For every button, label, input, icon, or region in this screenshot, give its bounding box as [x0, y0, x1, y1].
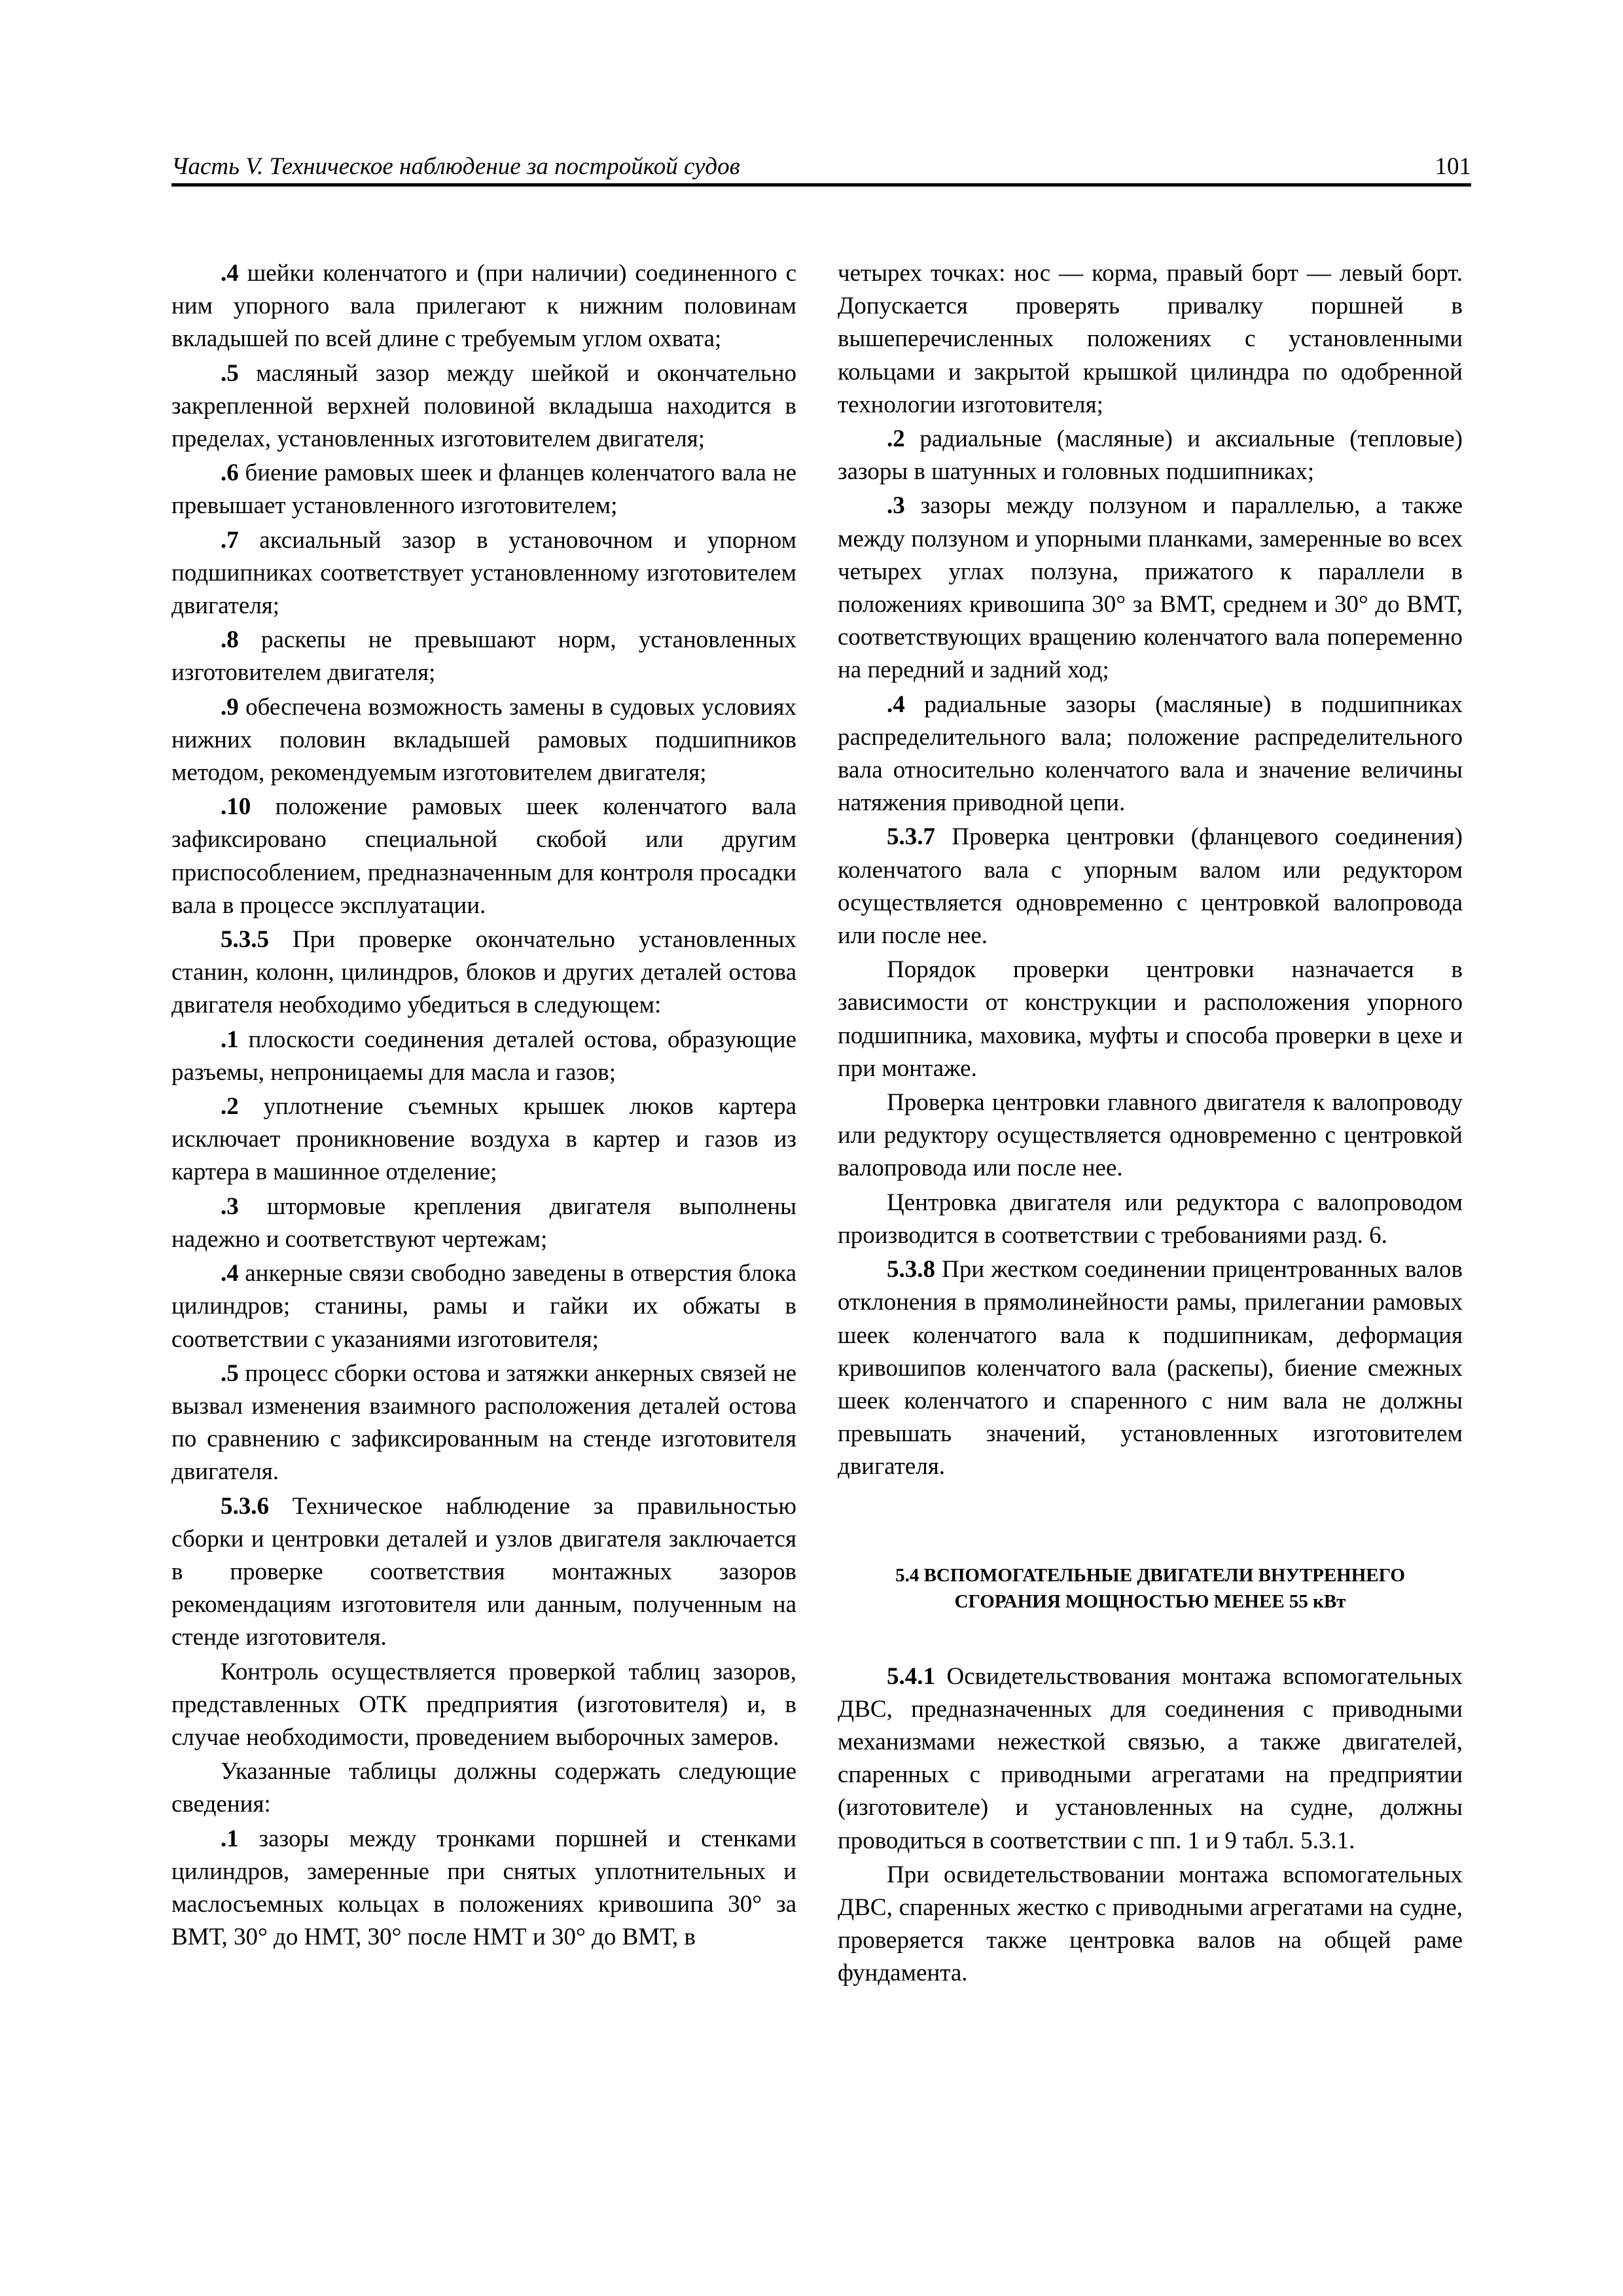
paragraph-text: штормовые крепления двигателя выполнены надежно и соответствуют чертежам; [171, 1193, 796, 1253]
paragraph [838, 954, 1463, 1085]
item-number: .2 [221, 1093, 239, 1121]
item-number: .8 [221, 626, 239, 654]
item-number: 5.3.6 [221, 1492, 269, 1520]
paragraph [171, 1257, 796, 1356]
item-number: 5.4.1 [887, 1662, 935, 1690]
paragraph [171, 1191, 796, 1256]
item-number: .7 [221, 526, 239, 554]
paragraph [171, 1656, 796, 1755]
paragraph-text: Контроль осуществляется проверкой таблиц зазоров, представленных ОТК предприятия (изготовителя) и, в случае необходимости, проведением выборочных замеров. [171, 1658, 796, 1751]
paragraph-text: зазоры между тронками поршней и стенками цилиндров, замеренные при снятых уплотнительных и маслосъемных кольцах в положениях кривошипа 30° за ВМТ, 30° до НМТ, 30° после НМТ и 30° до ВМТ, в [171, 1825, 796, 1951]
item-number: 5.3.7 [887, 823, 935, 851]
item-number: .1 [221, 1825, 239, 1852]
paragraph-text: плоскости соединения деталей остова, образующие разъемы, непроницаемы для масла и газов; [171, 1026, 796, 1086]
paragraph [838, 1253, 1463, 1483]
paragraph [171, 1357, 796, 1489]
paragraph [171, 791, 796, 922]
paragraph-text: радиальные зазоры (масляные) в подшипниках распределительного вала; положение распределительного вала относительно коленчатого вала и значение величины натяжения приводной цепи. [838, 691, 1463, 817]
item-number: .4 [221, 1260, 239, 1287]
paragraph [171, 1490, 796, 1655]
paragraph [838, 1859, 1463, 1990]
section-title: 5.4 ВСПОМОГАТЕЛЬНЫЕ ДВИГАТЕЛИ ВНУТРЕННЕГО СГОРАНИЯ МОЩНОСТЬЮ МЕНЕЕ 55 кВт [895, 1564, 1405, 1612]
item-number: .4 [221, 260, 239, 287]
page-header [171, 140, 1471, 187]
paragraph-text: уплотнение съемных крышек люков картера исключает проникновение воздуха в картер и газов из картера в машинное отделение; [171, 1093, 796, 1186]
paragraph [838, 257, 1463, 422]
paragraph-text: Освидетельствования монтажа вспомогательных ДВС, предназначенных для соединения с приводными механизмами нежесткой связью, а также двигателей, спаренных с приводными агрегатами на предприятии (изготовителе) и установленных на судне, должны проводиться в соответствии с пп. 1 и 9 табл. 5.3.1. [838, 1662, 1463, 1854]
paragraph-text: зазоры между ползуном и параллелью, а также между ползуном и упорными планками, замеренные во всех четырех углах ползуна, прижатого к параллели в положениях кривошипа 30° за ВМТ, среднем и 30° до ВМТ, соответствующих вращению коленчатого вала попеременно на передний и задний ход; [838, 492, 1463, 684]
paragraph [171, 691, 796, 790]
paragraph [171, 457, 796, 522]
paragraph-text: обеспечена возможность замены в судовых условиях нижних половин вкладышей рамовых подшипников методом, рекомендуемым изготовителем двигателя; [171, 693, 796, 787]
paragraph-text: анкерные связи свободно заведены в отверстия блока цилиндров; станины, рамы и гайки их обжаты в соответствии с указаниями изготовителя; [171, 1260, 796, 1353]
paragraph [171, 524, 796, 623]
paragraph-text: Проверка центровки (фланцевого соединения) коленчатого вала с упорным валом или редуктором осуществляется одновременно с центровкой валопровода или после нее. [838, 823, 1463, 950]
right-column-bottom [838, 1660, 1463, 1990]
paragraph-text: Проверка центровки главного двигателя к валопроводу или редуктору осуществляется одновременно с центровкой валопровода или после нее. [838, 1089, 1463, 1182]
paragraph-text: раскепы не превышают норм, установленных изготовителем двигателя; [171, 626, 796, 687]
paragraph-text: процесс сборки остова и затяжки анкерных связей не вызвал изменения взаимного расположения деталей остова по сравнению с зафиксированным на стенде изготовителя двигателя. [171, 1359, 796, 1486]
paragraph [171, 1823, 796, 1954]
paragraph [838, 821, 1463, 952]
paragraph [171, 924, 796, 1022]
paragraph-text: Техническое наблюдение за правильностью сборки и центровки деталей и узлов двигателя заключается в проверке соответствия монтажных зазоров рекомендациям изготовителя или данным, полученным на стенде изготовителя. [171, 1492, 796, 1651]
paragraph [171, 257, 796, 356]
paragraph [171, 624, 796, 689]
page-number: 101 [1435, 153, 1471, 180]
paragraph-text: При проверке окончательно установленных станин, колонн, цилиндров, блоков и других деталей остова двигателя необходимо убедиться в следующем: [171, 926, 796, 1019]
paragraph-text: положение рамовых шеек коленчатого вала зафиксировано специальной скобой или другим приспособлением, предназначенным для контроля просадки вала в процессе эксплуатации. [171, 793, 796, 919]
paragraph [838, 423, 1463, 488]
item-number: .10 [221, 793, 251, 821]
item-number: .3 [221, 1193, 239, 1220]
item-number: .4 [887, 691, 905, 718]
paragraph [171, 1090, 796, 1189]
paragraph-text: масляный зазор между шейкой и окончательно закрепленной верхней половиной вкладыша находится в пределах, установленных изготовителем двигателя; [171, 359, 796, 453]
paragraph-text: аксиальный зазор в установочном и упорном подшипниках соответствует установленному изготовителем двигателя; [171, 526, 796, 620]
paragraph-text: Центровка двигателя или редуктора с валопроводом производится в соответствии с требованиями разд. 6. [838, 1189, 1463, 1249]
item-number: .2 [887, 425, 905, 453]
right-column [838, 257, 1463, 1990]
paragraph [171, 1024, 796, 1089]
paragraph [838, 1660, 1463, 1857]
paragraph [171, 357, 796, 456]
paragraph [838, 689, 1463, 820]
paragraph-text: шейки коленчатого и (при наличии) соединенного с ним упорного вала прилегают к нижним половинам вкладышей по всей длине с требуемым углом охвата; [171, 260, 796, 353]
item-number: .6 [221, 459, 239, 487]
item-number: .9 [221, 693, 239, 721]
paragraph-text: биение рамовых шеек и фланцев коленчатого вала не превышает установленного изготовителем; [171, 459, 796, 520]
item-number: .3 [887, 492, 905, 520]
paragraph-text: Указанные таблицы должны содержать следующие сведения: [171, 1758, 796, 1818]
item-number: 5.3.8 [887, 1256, 935, 1283]
paragraph [838, 1086, 1463, 1185]
item-number: .5 [221, 359, 239, 387]
item-number: .5 [221, 1359, 239, 1387]
running-title: Часть V. Техническое наблюдение за постройкой судов [171, 153, 740, 180]
paragraph-text: четырех точках: нос — корма, правый борт — левый борт. Допускается проверять привалку поршней в вышеперечисленных положениях с установленными кольцами и закрытой крышкой цилиндра по одобренной технологии изготовителя; [838, 260, 1463, 418]
item-number: .1 [221, 1026, 239, 1053]
paragraph-text: радиальные (масляные) и аксиальные (тепловые) зазоры в шатунных и головных подшипниках; [838, 425, 1463, 486]
paragraph-text: При освидетельствовании монтажа вспомогательных ДВС, спаренных жестко с приводными агрегатами на судне, проверяется также центровка валов на общей раме фундамента. [838, 1861, 1463, 1987]
paragraph [838, 1187, 1463, 1252]
paragraph [838, 490, 1463, 687]
paragraph [171, 1755, 796, 1821]
paragraph-text: При жестком соединении прицентрованных валов отклонения в прямолинейности рамы, прилегании рамовых шеек коленчатого вала к подшипникам, деформация кривошипов коленчатого вала (раскепы), биение смежных шеек коленчатого и спаренного с ним вала не должны превышать значений, установленных изготовителем двигателя. [838, 1256, 1463, 1480]
item-number: 5.3.5 [221, 926, 269, 954]
paragraph-text: Порядок проверки центровки назначается в зависимости от конструкции и расположения упорного подшипника, маховика, муфты и способа проверки в цехе и при монтаже. [838, 956, 1463, 1082]
right-column-top [838, 257, 1463, 1484]
left-column [171, 257, 796, 1954]
